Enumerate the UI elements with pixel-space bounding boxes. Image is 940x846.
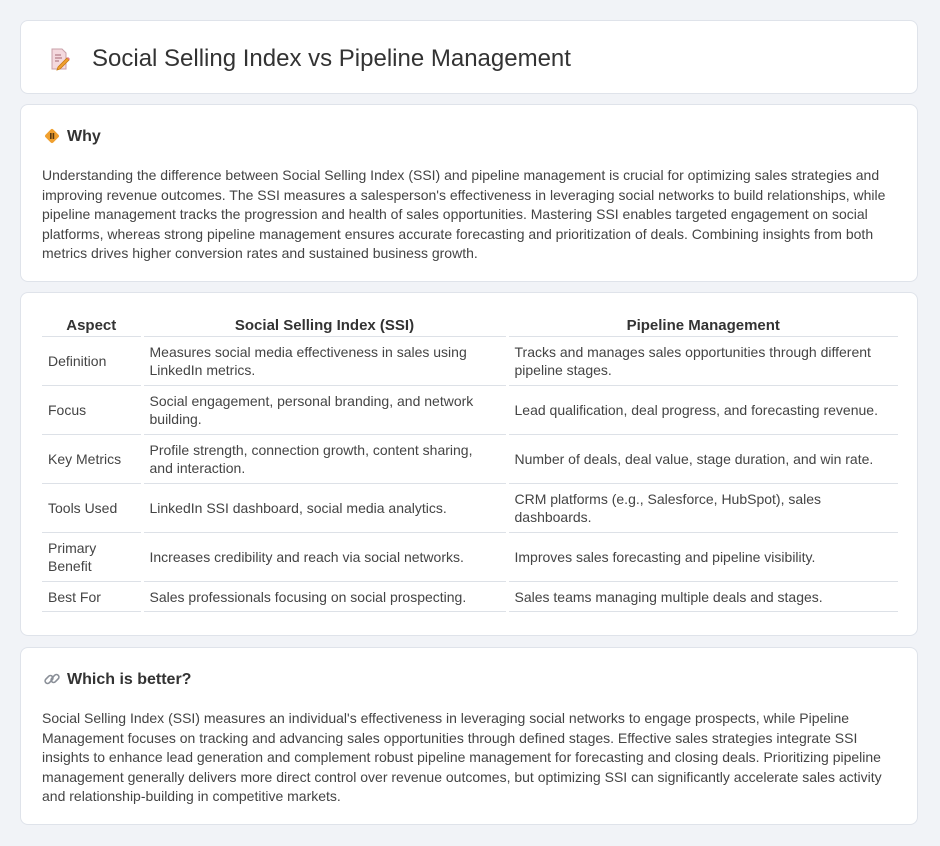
table-row	[42, 484, 898, 533]
table-row	[42, 533, 898, 582]
table-row	[42, 386, 898, 435]
ssi-cell: Social engagement, personal branding, and network building.	[142, 386, 507, 435]
diamond-sign-icon	[43, 127, 61, 145]
which-is-better-text: Social Selling Index (SSI) measures an individual's effectiveness in leveraging social networks to engage prospects, while Pipeline Management focuses on tracking and advancing sales opportunities through defined stages. Effective sales strategies integrate SSI insights to enhance lead generation and complement robust pipeline management for forecasting and closing deals. Prioritizing pipeline management generally delivers more direct control over revenue outcomes, but optimizing SSI can significantly accelerate sales activity and relationship-building in competitive markets.	[42, 710, 882, 805]
aspect-cell: Best For	[42, 582, 142, 612]
which-is-better-heading: Which is better?	[67, 671, 192, 688]
aspect-cell: Primary Benefit	[42, 533, 142, 582]
ssi-cell: Measures social media effectiveness in sales using LinkedIn metrics.	[142, 337, 507, 386]
why-section	[20, 104, 918, 282]
page-title: Social Selling Index vs Pipeline Management	[92, 45, 571, 72]
pipeline-cell: Sales teams managing multiple deals and stages.	[507, 582, 898, 612]
column-header: Pipeline Management	[507, 314, 898, 337]
link-icon	[43, 670, 61, 688]
which-is-better-section	[20, 647, 918, 825]
column-header: Aspect	[42, 314, 142, 337]
ssi-cell: Sales professionals focusing on social prospecting.	[142, 582, 507, 612]
pipeline-cell: Lead qualification, deal progress, and forecasting revenue.	[507, 386, 898, 435]
aspect-cell: Focus	[42, 386, 142, 435]
pipeline-cell: CRM platforms (e.g., Salesforce, HubSpot), sales dashboards.	[507, 484, 898, 533]
ssi-cell: Increases credibility and reach via social networks.	[142, 533, 507, 582]
document-edit-icon	[47, 47, 71, 71]
pipeline-cell: Number of deals, deal value, stage duration, and win rate.	[507, 435, 898, 484]
table-header-row	[42, 314, 898, 337]
comparison-section	[20, 292, 918, 636]
why-text: Understanding the difference between Social Selling Index (SSI) and pipeline management is crucial for optimizing sales strategies and improving revenue outcomes. The SSI measures a salesperson's effectiveness in leveraging social networks to build relationships, while pipeline management tracks the progression and health of sales opportunities. Mastering SSI enables targeted engagement on social platforms, whereas strong pipeline management ensures accurate forecasting and prioritization of deals. Combining insights from both metrics drives higher conversion rates and sustained business growth.	[42, 167, 886, 262]
title-card	[20, 20, 918, 94]
comparison-table	[42, 314, 898, 612]
pipeline-cell: Improves sales forecasting and pipeline visibility.	[507, 533, 898, 582]
pipeline-cell: Tracks and manages sales opportunities through different pipeline stages.	[507, 337, 898, 386]
why-heading: Why	[67, 128, 101, 145]
aspect-cell: Key Metrics	[42, 435, 142, 484]
ssi-cell: Profile strength, connection growth, content sharing, and interaction.	[142, 435, 507, 484]
ssi-cell: LinkedIn SSI dashboard, social media analytics.	[142, 484, 507, 533]
table-row	[42, 582, 898, 612]
aspect-cell: Tools Used	[42, 484, 142, 533]
aspect-cell: Definition	[42, 337, 142, 386]
column-header: Social Selling Index (SSI)	[142, 314, 507, 337]
table-row	[42, 435, 898, 484]
table-row	[42, 337, 898, 386]
